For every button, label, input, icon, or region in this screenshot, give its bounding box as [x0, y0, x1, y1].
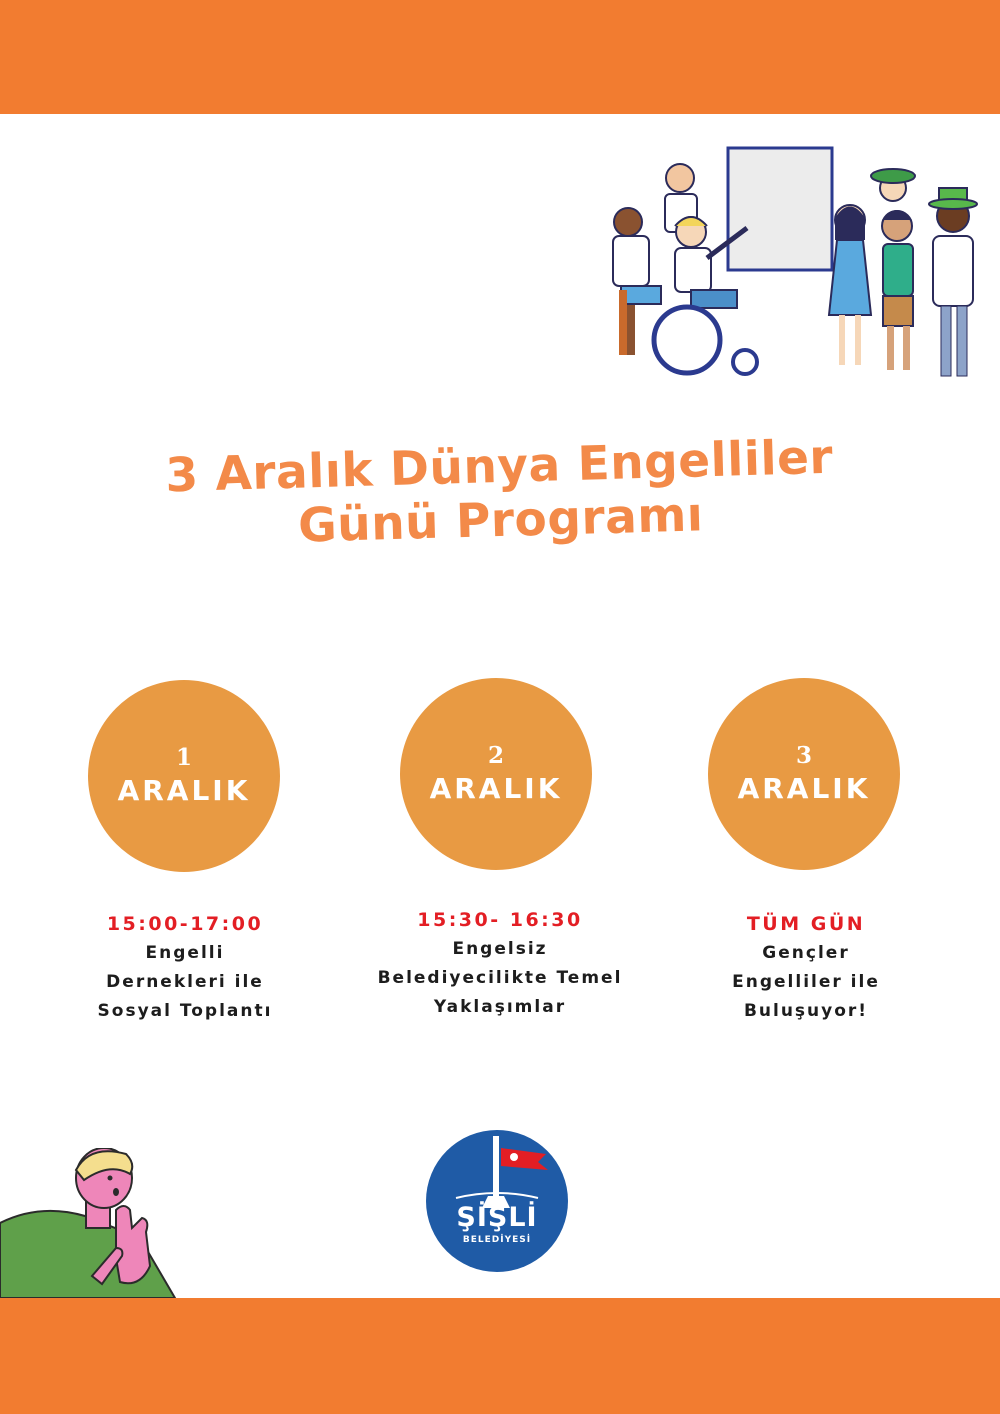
event-line: Dernekleri ile	[106, 972, 264, 992]
event-time: TÜM GÜN	[746, 913, 866, 935]
event-3	[656, 910, 956, 1026]
event-time: 15:00-17:00	[106, 913, 264, 935]
page-title	[0, 426, 1000, 562]
logo-subtitle: BELEDİYESİ	[462, 1235, 532, 1245]
event-line: Engelli	[145, 943, 225, 963]
event-line: Engelsiz	[452, 939, 548, 959]
event-line: Gençler	[762, 943, 850, 963]
event-2	[350, 906, 650, 1022]
day-circle-2	[400, 678, 592, 870]
title-line-1: 3 Aralık Dünya Engelliler	[164, 429, 834, 504]
day-circle-3	[708, 678, 900, 870]
event-line: Sosyal Toplantı	[97, 1001, 273, 1021]
event-line: Yaklaşımlar	[433, 997, 567, 1017]
raised-hand-person-illustration	[0, 1148, 180, 1298]
tower-with-flag-icon	[426, 1130, 568, 1272]
day-month: ARALIK	[117, 774, 251, 807]
day-number: 2	[487, 742, 504, 769]
title-line-2: Günü Programı	[297, 487, 705, 554]
event-line: Belediyecilikte Temel	[377, 968, 623, 988]
day-month: ARALIK	[429, 772, 563, 805]
event-line: Engelliler ile	[732, 972, 880, 992]
top-orange-band	[0, 0, 1000, 114]
sisli-belediyesi-logo	[426, 1130, 568, 1272]
logo-name: ŞİŞLİ	[456, 1202, 538, 1233]
day-circle-1	[88, 680, 280, 872]
day-number: 1	[175, 744, 192, 771]
day-month: ARALIK	[737, 772, 871, 805]
event-1	[35, 910, 335, 1026]
day-number: 3	[795, 742, 812, 769]
people-group-illustration	[595, 140, 990, 390]
event-line: Buluşuyor!	[743, 1001, 869, 1021]
bottom-orange-band	[0, 1298, 1000, 1414]
event-time: 15:30- 16:30	[417, 909, 583, 931]
